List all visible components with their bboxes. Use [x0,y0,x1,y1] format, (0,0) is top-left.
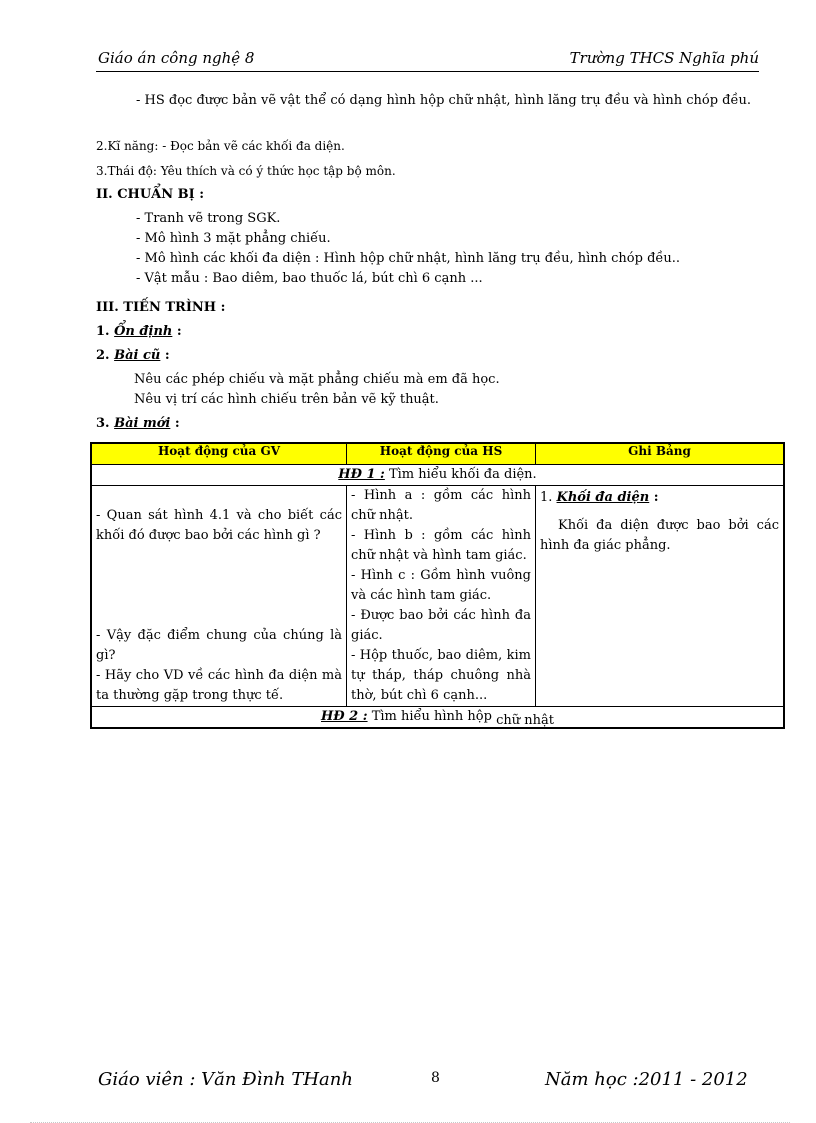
student-activity-cell [347,486,536,707]
prep-item: - Mô hình các khối đa diện : Hình hộp chữ nhật, hình lăng trụ đều, hình chóp đều.. [136,251,681,266]
skill-objective: 2.Kĩ năng: - Đọc bản vẽ các khối đa diện. [96,139,345,153]
prep-item: - Vật mẫu : Bao diêm, bao thuốc lá, bút chì 6 cạnh ... [136,271,483,286]
section-hd2: HĐ 2 : Tìm hiểu hình hộp chữ nhật [91,707,784,729]
board-definition: Khối đa diện được bao bởi các hình đa giác phẳng. [540,518,779,553]
section-row-hd1 [91,465,784,486]
prep-item: - Tranh vẽ trong SGK. [136,211,281,226]
header-student-activity: Hoạt động của HS [347,443,536,465]
footer-teacher: Giáo viên : Văn Đình THanh [98,1069,353,1090]
student-answer: - Hình b : gồm các hình chữ nhật và hình tam giác. [351,528,531,563]
knowledge-objective: - HS đọc được bản vẽ vật thể có dạng hình hộp chữ nhật, hình lăng trụ đều và hình chóp đều. [136,93,751,108]
student-answer: - Hình a : gồm các hình chữ nhật. [351,488,531,523]
section-hd1: HĐ 1 : Tìm hiểu khối đa diện. [91,465,784,486]
header-subject: Giáo án công nghệ 8 [98,49,255,67]
header-teacher-activity: Hoạt động của GV [91,443,347,465]
attitude-objective: 3.Thái độ: Yêu thích và có ý thức học tập bộ môn. [96,164,396,178]
step-new-lesson: 3. Bài mới : [96,416,180,431]
student-answer: - Được bao bởi các hình đa giác. [351,608,531,643]
footer-school-year: Năm học :2011 - 2012 [545,1069,748,1090]
student-answer: - Hộp thuốc, bao diêm, kim tự tháp, tháp chuông nhà thờ, bút chì 6 cạnh... [351,648,531,703]
header-school: Trường THCS Nghĩa phú [569,49,759,67]
step-review: 2. Bài cũ : [96,348,170,363]
teacher-question: - Vậy đặc điểm chung của chúng là gì? [96,628,342,663]
board-notes-cell [536,486,785,707]
review-question: Nêu các phép chiếu và mặt phẳng chiếu mà em đã học. [134,372,500,387]
page-header [96,49,759,72]
header-board-notes: Ghi Bảng [536,443,785,465]
board-title: 1. Khối đa diện : [540,490,659,505]
review-question: Nêu vị trí các hình chiếu trên bản vẽ kỹ thuật. [134,392,439,407]
step-stabilize: 1. Ổn định : [96,324,182,339]
lesson-table [90,442,785,729]
section-row-hd2 [91,707,784,729]
teacher-activity-cell [91,486,347,707]
teacher-question: - Hãy cho VD về các hình đa diện mà ta thường gặp trong thực tế. [96,668,342,703]
process-heading: III. TIẾN TRÌNH : [96,300,226,315]
prep-heading: II. CHUẨN BỊ : [96,187,205,202]
page-number: 8 [431,1070,440,1086]
student-answer: - Hình c : Gồm hình vuông và các hình tam giác. [351,568,531,603]
table-row [91,486,784,707]
prep-item: - Mô hình 3 mặt phẳng chiếu. [136,231,331,246]
teacher-question: - Quan sát hình 4.1 và cho biết các khối đó được bao bởi các hình gì ? [96,508,342,543]
table-header-row [91,443,784,465]
